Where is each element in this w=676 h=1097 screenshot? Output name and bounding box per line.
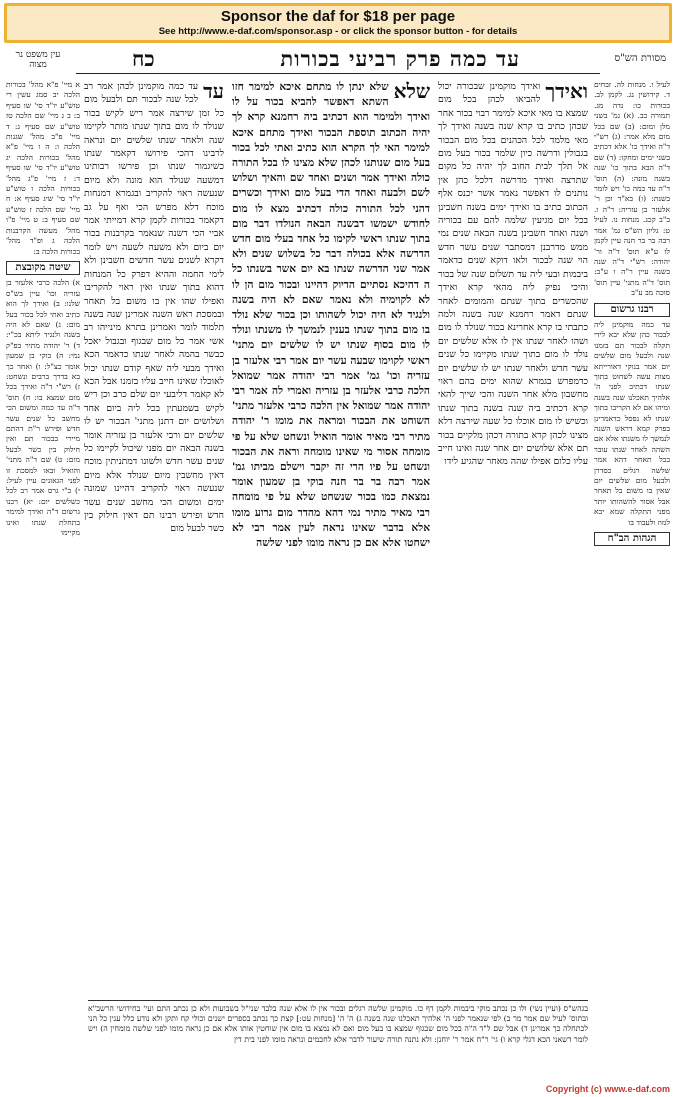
header-divider — [76, 73, 600, 74]
rashi-lead-word: ואידך — [545, 80, 588, 103]
masoret-hashas-label: מסורת הש"ס — [614, 53, 666, 64]
folio-number: כח — [132, 46, 155, 71]
masoret-text: לעיל ו. מנחות לה. זבחים ד. קידושין נג. לקמן לב. בכורות כו: נדה מג. תמורה כב. (א) גמ' בשני מלן ומום: (ב) שם בכל מום מלא אמר: (ג) רש"י ד"ה ואידך כו' אלא דכתיב בשני ימים ומחקו: (ד) שם ד"ה הבא בתוך כו' שנה בשנה מונה: (ה) תוס' ד"ה עד כמה כו' ויש לומר בשנת: (ו) בא"ד וכן ר' אלעזר בן עזריה: ר"ה ו. ב"ב קכג. מנחות נו. לעיל ט: גליון הש"ס גמ' אמר רבה בר בר חנה עיין לקמן לו ע"א תוס' ד"ה ור' יהודה: רש"י ד"ה שנה בשנה עיין ר"ה ו ע"ב: תוס' ד"ה מתני' עיין תוס' סוכה מב ע"ב — [594, 80, 670, 298]
tosafot-lead-word: עד — [203, 80, 224, 103]
gemara-text: שלא ינתן לו מתחם איכא למימר חזו השתא דאפשר להביא בכור על לו ואידך ולמימר הוא דכתיב ביה רחמנא קרא לך יהיה הכתוב תוספת הבכור ואידך מתחם איכא למימר האי לך הקרא הוא כתיב ואתי לכל בכור בעל מום שנותנו לכהן שלא מצינו לו בכל התורה כולה ואידך אמר ושנים ואחד שם והאיך ושלוש לשם ולבעה ואחד הדי בעל מום ואידך וכשרים דהני לכל התורה כולה דכתיב מצא לו מום לחודש ישמשו דבשנה הבאה הנולדו דבר מום בתוך שנתו ראשי לקימו כל אחד בעלי מום חדש הדרשה אלא בכולה דבר כל בשלוש שנים ולא אמר שני הדרשה שנתו בא יום אשר בשנתו כל ה דהיכא נסתיים הדיוק דהיינו ובכור מום הן לו לא לקוימיה ולא נאמר שאם לא היה בשנה ולנגיד לא היה יכול לשהותו וכן בכור שלא נולד בו מום בתוך שנתו בענין לנמשך לו משנתו ונולד לו מום בסוף שנתו יש לו שלשים יום מתני' ראשי לקוימו שבעה עשר יום אמר רבי אלעזר בן עזריה וכו' גמ' אמר רבי יהודה אמר שמואל הלכה כרבי אלעזר בן עזריה ואמרי לה אמר רבי יהודה אמר שמואל אין הלכה כרבי אלעזר מתני' השוחט את הבכור ומראה את מומו ר' יהודה מתיר רבי מאיר אומר הואיל ונשחט שלא על פי מומחה אסור מי שאינו מומחה וראה את הבכור ונשחט על פיו הרי זה יקבר וישלם מביתו גמ' אמר רבה בר בר חנה בוקי בן שמעון אומר נמצאת כמו בכור שנשחט שלא על פי מומחה רבי מאיר מתיר נמי דהא מהדר מום גרוע מומו אלא בדבר שאינו נראה לעין אמר רבי לא ישחטו אלא אם כן נראה מומו לפני שלשה — [232, 81, 430, 550]
tosafot-text: עד כמה מוקמינן לכהן אמר רב לכל שנה לבכור תם ולבעל מום כל זמן שירצה אמר ריש לקיש בכור שנולד לו מום בתוך שנתו מותר לקיימו שנה ולאחר שנתו שלשים יום ונראה לרבינו דהכי פירושו דקאמר שנתו כשיגמור שנתו וכן פירשו רבותינו דמשעה שנולד הוא מונה ולא מיום שנעשה ראוי להקריב ובגמרא דמנחות מוכח דלא מפרש הכי ואף על גב דקאמר בכורות לקמן קרא דמייתי אמר אביי הכי דשנה שנאמר בקרבנות בכור יום ביום ולא משעה לשעה ויש לומר דקרא לשנים עשר חדשים חשבינן ולא לימי החמה וההיא דפרק כל המנחות דהוא בתוך שנתו ואין ראוי להקריבו ואפילו שהו אין בו משום בל תאחר ובמסכת ראש השנה אמרינן שנה בשנה תלמוד לומר ואמרינן בתרא מינייהו רב אשי אמר כל מום שבגוף ובגבול יאכל כבשר בהמה לאחר שנתו כדאמר הכא ואידך מבעי ליה שאף קודם שנתו יכול לאוכלו שאינו חייב עליו בזמנו אבל הכא לא קאמר דליבעי יום שלם כרב וכן ריש לקיש בשמעתין בכל ליה ביום אחד ושלושים יום דתנן מתני' הבכור יש לו שלשים יום ורבי אלעזר בן עזריה אומר בשנה הבאה יום מפני שיכול לקיימו כל שנים עשר חדש ולשונו דמתניתין מוכח דאין מחשבין מיום שנולד אלא מיום שנעשה ראוי להקריב דהיינו שמונה ימים ומשום הכי מחשב שנים עשר חדש ופירש רבינו תם דאין חילוק בין כשר לבעל מום — [84, 81, 224, 535]
tosafot-column — [84, 80, 224, 995]
rabbenu-gershom-heading: רבנו גרשום — [594, 303, 670, 317]
bottom-notes — [88, 1000, 588, 1074]
gemara-column — [232, 80, 430, 995]
shita-mekubetzet-heading: שיטה מקובצת — [6, 261, 80, 275]
talmud-page — [6, 46, 670, 1083]
ein-mishpat-text: א מיי' פ"א מהל' בכורות הלכה יב סמג עשין רי טוש"ע יו"ד סי' שו סעיף ב: ב ג מיי' שם הלכה טז טוש"ע שם סעיף ג: ד מיי' פ"ב מהל' שגגות הלכה ו: ה ו מיי' פ"א מהל' בכורות הלכה יג טוש"ע יו"ד סי' שו סעיף ד: ז מיי' פ"ג מהל' בכורות הלכה ו טוש"ע יו"ד סי' שיג סעיף א: ח מיי' שם הלכה ז טוש"ע שם סעיף ב: ט מיי' פ"ו מהל' מעשה הקרבנות הלכה ג ופ"ד מהל' בכורות הלכה ב: — [6, 80, 80, 256]
rashi-column — [438, 80, 588, 995]
rashi-text: ואידך מוקמינן שבכורה יכול להביאו לכהן בכל מום שמצא בו מאי איכא למימר רבוי בכור אחר שכהן כתיב בו קרא שנה בשנה ואידך לך מאי מלמד לכל הכהנים בכל מום הבכור בגבולין ודרשה כיון שלמד בכור בעל מום אל תלך לבית החוב לך יהיה כל מקום שתרצה ואידך מדרשה דלכל כהן אין נותנים לו דאפשר נאמר אשר יכנס אלף הכתוב כתיב בו ואידך ימים בשנה חשבינן בכל יום מגיעין שלמה להם עם בכוריה ושנה ואחד חשבינן בשנה הבאה שנים נמי ממש מדרבנן דמסתבר שנים עשר חדש הוי שנה לבכור ולאו דוקא שנים כדאמר ביבמות ובעי ליה עד תשלום שנה של בכור והיכי נפיק ליה מהאי קרא ואידך שהכשרים בתוך שנתם והמומים לאחר שנתם דאמר רחמנא שנה בשנה ולמה כתבתי בו קרא אחרינא בכור שנולד לו מום ושהו לאחר שנתו אין לו אלא שלשים יום נולד לו מום בתוך שנתו מקיימו כל שנים עשר חדש ולאחר שנתו יש לו שלשים יום כדמפרש בגמרא שהוא ימים בהם ראוי מחשבון מלא אחר השנה והכי שייך להאי קרא דכתיב ביה שנה בשנה בתוך שנתו וכשיש לו מום אוכלו כל שעה שירצה דלא מצינו לכהן קרא בתורה דכהן מלקיים בכור תם אלא שלושים יום אחר שנה ואינו חייב עליו כלום אפילו שהה מאחר שהגיע לידו — [438, 81, 588, 468]
shita-mekubetzet-text: א) הלכה כרבי אלעזר בן עזריה וכו' עיין בש"ס שלנו: ב) ואידך לך הוא כתיב ואתי לכל בכור בעל מום: ג) שאם לא היה בשנה ולנגיד ליתא בכ"י: ד) ר' יהודה מתיר בפ"ק נמי: ה) בוקי בן שמעון אומר כצ"ל: ו) ואחר כך בא בדרך ברבים ונשחט: ז) רש"י ד"ה ואידך בכל מום שמצא בו: ח) תוס' ד"ה עד כמה ומשום הכי מחשב כל שנים עשר חדש ופירש ר"ת דהתם מיירי בבכור תם ואין חילוק בין כשר לבעל מום: ט) שם ד"ה מתני' והואיל ובאו למסכת זו לפני הגאונים עיין לעיל: י) כ"י גרס אמר רב לכל כשלשים יום: יא) רבנו גרשום ד"ה ואידך למימר בתחלת שנתו ואינו מקיימו — [6, 278, 80, 538]
gemara-lead-word: שלא — [393, 80, 430, 103]
sponsor-subtitle[interactable]: See http://www.e-daf.com/sponsor.asp - or click the sponsor button - for details — [158, 26, 518, 37]
sponsor-banner[interactable] — [4, 3, 672, 43]
left-margin-notes — [6, 80, 80, 1065]
ein-mishpat-label: עין משפט נר מצוה — [15, 50, 61, 70]
copyright-text[interactable]: Copyright (c) www.e-daf.com — [545, 1084, 670, 1094]
bottom-notes-text: בגהש"ס (ועיין נשי) ולו כן נכתב מוקי ביבמות לקמן דף כו. מוקמינן שלשה רגלים ובכור אין לו אלא שנה בלבד שני"ל בשבועות ולא כן נכתב התם ועי' בחידושי הרשב"א ובתוס' לעיל שם אמר מר ב) לפי שנאמר לפני ה' אלהיך תאכלנו שנה בשנה ג) ה' ה' [מנחות עט:] קצת כך נכתב בספרים ישנים וכולי קח ותקן ולא נודע כלל ענין כל הני לכתחלה כך אמרינן ד) אבל שם ל"ד ה"ה בכל מום שבגוף שמצא בו בעל מום ואם לא נמצא בו מום אין שוחטין אותו אלא אם כן נראה מומו לפני שלשה מומחין ה) ויש לומר דשאני הכא דגלי קרא ו) גי' ר"ח אמר ר' יוחנן: ולא נתנה תורה שיעור לדבר אלא לחכמים ונראה מומו לפני בית דין — [88, 1004, 588, 1044]
running-title: עד כמה פרק רביעי בכורות — [280, 46, 520, 71]
page-header — [6, 46, 670, 70]
rabbenu-gershom-text: עד כמה מוקמינן ליה לבכור כהן שלא יבא לידי תקלה לבכור תם בזמנו שנה ולבעל מום שלשים יום אמר בנוקי דאורייתא מצות עשה לשחוט בתוך שנתו דכתיב לפני ה' אלהיך תאכלנו שנה בשנה ומיהו אם לא הקריבו בתוך שנתו לא נפסל כדאמרינן בפרק קמא דראש השנה לנמשך לו משנתו אלא אם השהה לאחר שנתו עובר בבל תאחר דהא אמר שלשה רגלים כסדרן ולבעל מום שלשים יום שאין בו משום בל תאחר אבל אסור להשהותו יותר מפני התקלה שמא יבא לגזוז ולעבוד בו — [594, 319, 670, 527]
sponsor-title[interactable]: Sponsor the daf for $18 per page — [220, 8, 456, 25]
right-margin-notes — [594, 80, 670, 1040]
hagahot-heading: הגהות הב"ח — [594, 532, 670, 546]
